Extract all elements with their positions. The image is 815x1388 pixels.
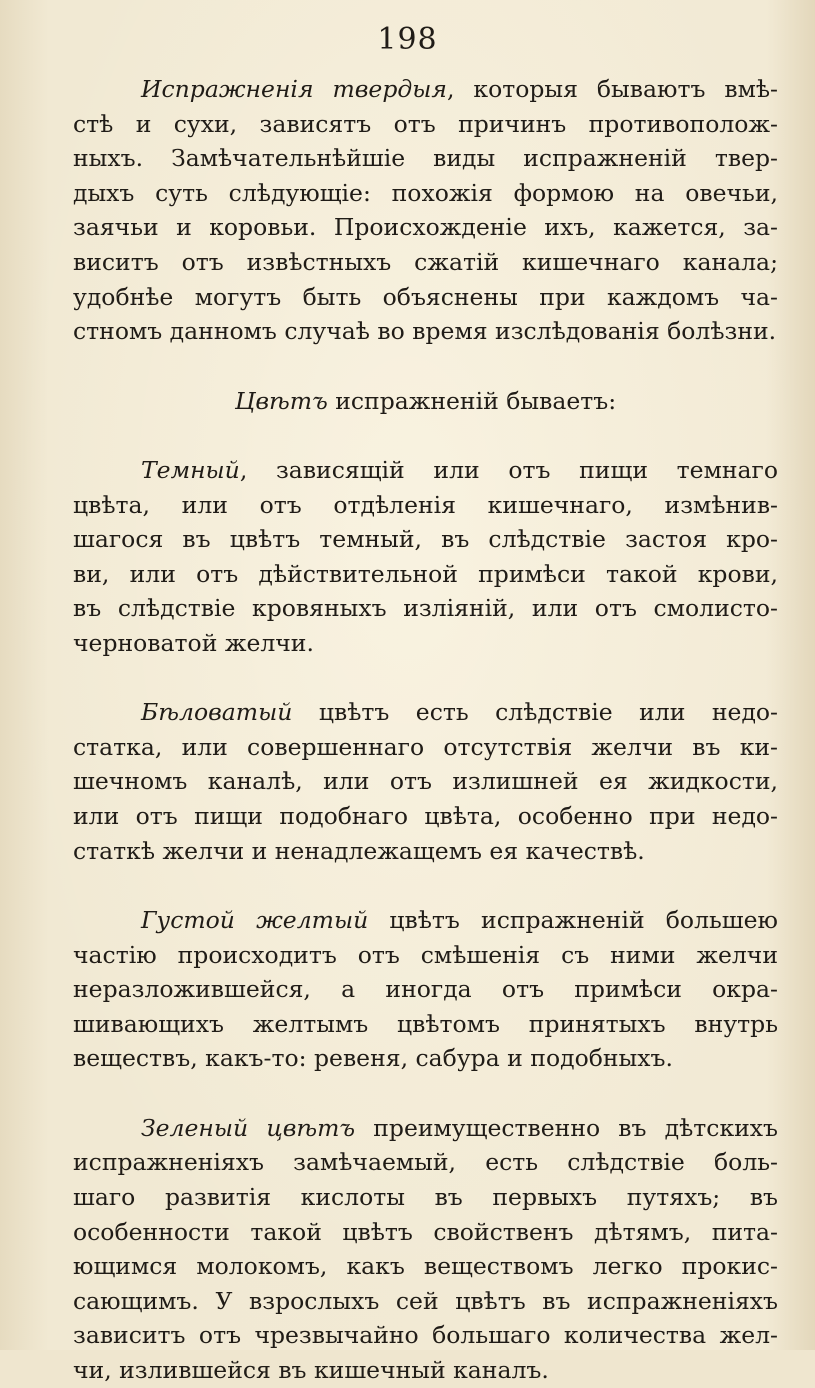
text-run: въ слѣдствіе кровяныхъ изліяній, или отъ смолисто-: [73, 594, 778, 623]
text-line: [73, 591, 778, 626]
text-run: испражненіяхъ замѣчаемый, есть слѣдствіе боль-: [73, 1148, 778, 1177]
text-line: [73, 280, 778, 315]
text-line: [73, 488, 778, 523]
text-run: статкѣ желчи и ненадлежащемъ ея качествѣ.: [73, 836, 645, 865]
paragraph-gap: [73, 349, 778, 384]
text-run: цвѣтъ испражненій большею: [368, 906, 778, 935]
text-run: сающимъ. У взрослыхъ сей цвѣтъ въ испражненіяхъ: [73, 1286, 778, 1315]
text-line: [73, 1180, 778, 1215]
text-run: виситъ отъ извѣстныхъ сжатій кишечнаго канала;: [73, 247, 778, 276]
text-run: шаго развитія кислоты въ первыхъ путяхъ; въ: [73, 1183, 778, 1212]
text-line: [73, 1249, 778, 1284]
paragraph-gap: [73, 661, 778, 696]
text-line: [73, 314, 778, 349]
text-line: [73, 453, 778, 488]
text-run: ющимся молокомъ, какъ веществомъ легко прокис-: [73, 1252, 778, 1281]
text-line: [73, 141, 778, 176]
text-line: [73, 1111, 778, 1146]
text-run: веществъ, какъ-то: ревеня, сабура и подобныхъ.: [73, 1044, 673, 1073]
text-line: [73, 522, 778, 557]
paragraph-p6: [73, 1111, 778, 1388]
text-line: [73, 938, 778, 973]
italic-term: Густой желтый: [141, 906, 369, 935]
text-line: [73, 626, 778, 661]
text-run: черноватой желчи.: [73, 628, 314, 657]
text-line: [73, 210, 778, 245]
text-line: [73, 764, 778, 799]
text-run: , зависящій или отъ пищи темнаго: [239, 455, 778, 484]
text-run: , которыя бываютъ вмѣ-: [446, 75, 778, 103]
paragraph-p3: [73, 453, 778, 661]
text-run: ви, или отъ дѣйствительной примѣси такой крови,: [73, 559, 778, 588]
text-run: чи, излившейся въ кишечный каналъ.: [73, 1355, 549, 1384]
text-run: цвѣта, или отъ отдѣленія кишечнаго, измѣнив-: [73, 490, 778, 519]
text-line: [73, 176, 778, 211]
text-run: дыхъ суть слѣдующіе: похожія формою на овечьи,: [73, 178, 778, 207]
text-line: [73, 1318, 778, 1353]
text-line: [73, 834, 778, 869]
text-run: неразложившейся, а иногда отъ примѣси окра-: [73, 975, 778, 1004]
text-run: преимущественно въ дѣтскихъ: [355, 1113, 778, 1142]
paragraph-gap: [73, 868, 778, 903]
paragraph-gap: [73, 1076, 778, 1111]
text-line: [73, 384, 778, 419]
text-line: [73, 557, 778, 592]
text-line: [73, 1041, 778, 1076]
text-run: испражненій бываетъ:: [327, 386, 617, 415]
text-line: [73, 799, 778, 834]
text-line: [73, 107, 778, 142]
text-line: [73, 245, 778, 280]
paragraph-p4: [73, 695, 778, 868]
italic-term: Испражненія твердыя: [141, 75, 447, 103]
text-line: [73, 1145, 778, 1180]
page-number: 198: [377, 22, 438, 57]
text-run: шагося въ цвѣтъ темный, въ слѣдствіе застоя кро-: [73, 525, 778, 554]
text-line: [73, 972, 778, 1007]
text-run: частію происходитъ отъ смѣшенія съ ними желчи: [73, 940, 778, 969]
paragraph-p5: [73, 903, 778, 1076]
text-run: стномъ данномъ случаѣ во время изслѣдованія болѣзни.: [73, 317, 777, 346]
text-run: стѣ и сухи, зависятъ отъ причинъ противополож-: [73, 109, 778, 138]
text-line: [73, 903, 778, 938]
text-run: заячьи и коровьи. Происхожденіе ихъ, кажется, за-: [73, 213, 778, 242]
text-run: шивающихъ желтымъ цвѣтомъ принятыхъ внутрь: [73, 1009, 778, 1038]
text-run: шечномъ каналѣ, или отъ излишней ея жидкости,: [73, 767, 778, 796]
italic-term: Темный: [141, 455, 240, 484]
text-run: или отъ пищи подобнаго цвѣта, особенно при недо-: [73, 802, 778, 831]
text-line: [73, 1215, 778, 1250]
text-run: цвѣтъ есть слѣдствіе или недо-: [292, 698, 778, 727]
text-run: ныхъ. Замѣчательнѣйшіе виды испражненій твер-: [73, 144, 778, 173]
text-line: [73, 72, 778, 107]
paragraph-p2: [73, 384, 778, 419]
text-run: удобнѣе могутъ быть объяснены при каждомъ ча-: [73, 282, 778, 311]
text-run: зависитъ отъ чрезвычайно большаго количества жел-: [73, 1321, 778, 1350]
paragraph-gap: [73, 418, 778, 453]
paragraph-p1: [73, 72, 778, 349]
text-line: [73, 730, 778, 765]
text-line: [73, 1007, 778, 1042]
text-line: [73, 1284, 778, 1319]
body-text: [73, 72, 778, 1388]
italic-term: Зеленый цвѣтъ: [141, 1113, 356, 1142]
text-line: [73, 695, 778, 730]
italic-term: Цвѣтъ: [234, 386, 328, 415]
text-line: [73, 1353, 778, 1388]
text-run: особенности такой цвѣтъ свойственъ дѣтямъ, пита-: [73, 1217, 778, 1246]
italic-term: Бѣловатый: [141, 698, 293, 727]
text-run: статка, или совершеннаго отсутствія желчи въ ки-: [73, 732, 778, 761]
